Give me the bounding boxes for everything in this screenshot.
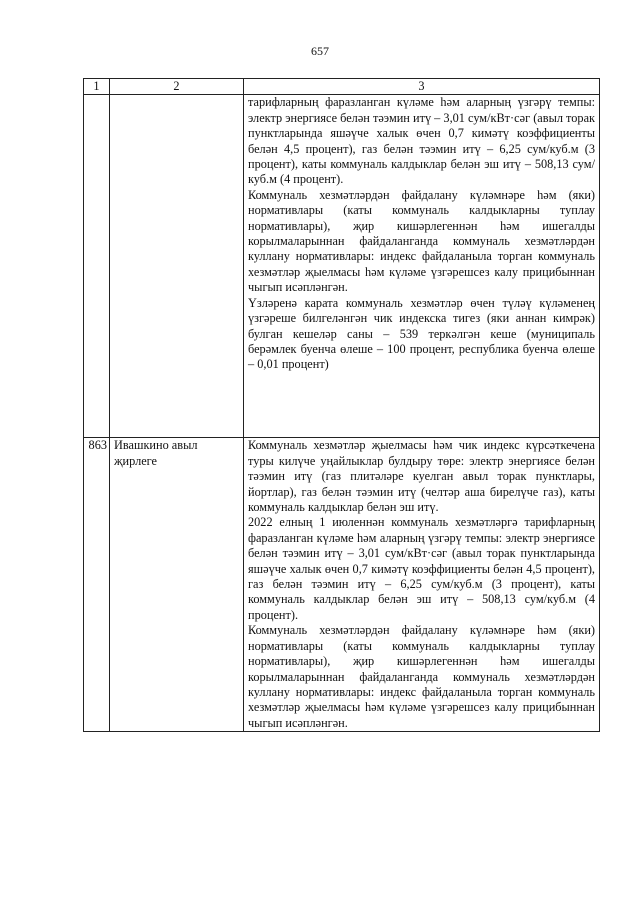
- description-paragraph: Коммуналь хезмәтләрдән файдалану күләмнәре һәм (яки) нормативлары (каты коммуналь калдыкларны туплау нормативлары), җир кишәрлегеннән һәм ишегалды корылмаларыннан файдаланганда коммуналь хезмәтләрдән куллану нормативлары: индекс файдаланыла торган коммуналь хезмәтләр җыелмасы һәм күләме үзгәрешсез калу прицибыннан чыгып исәпләнгән.: [248, 187, 595, 295]
- row-number: 863: [84, 438, 110, 732]
- description-paragraph: Үзләренә карата коммуналь хезмәтләр өчен түләү күләменең үзгәреше билгеләнгән чик индекска тигез (яки аннан кимрәк) булган кешеләр саны – 539 теркәлгән кеше (муниципаль берәмлек буенча өлеше – 100 процент, республика буенча өлеше – 0,01 процент): [248, 295, 595, 372]
- page-number: 657: [311, 44, 329, 58]
- description-cell: [244, 438, 600, 732]
- settlement-name: Ивашкино авыл җирлеге: [110, 438, 244, 732]
- description-paragraph: Коммуналь хезмәтләрдән файдалану күләмнәре һәм (яки) нормативлары (каты коммуналь калдыкларны туплау нормативлары), җир кишәрлегеннән һәм ишегалды корылмаларыннан файдаланганда коммуналь хезмәтләрдән куллану нормативлары: индекс файдаланыла торган коммуналь хезмәтләр җыелмасы һәм күләме үзгәрешсез калу прицибыннан чыгып исәпләнгән.: [248, 623, 595, 730]
- description-paragraph: тарифларның фаразланган күләме һәм аларның үзгәрү темпы: электр энергиясе белән тәэмин итү – 3,01 сум/кВт·сәг (авыл торак пунктларында яшәүче халык өчен 0,7 кимәтү коэффициенты белән 4,5 процент), газ белән тәэмин итү – 6,25 сум/куб.м (3 процент), каты коммуналь калдыклар белән эш итү – 508,13 сум/куб.м (4 процент).: [248, 95, 595, 187]
- description-paragraph: Коммуналь хезмәтләр җыелмасы һәм чик индекс күрсәткечена туры килүче уңайлыклар булдыру төре: электр энергиясе белән тәэмин итү (газ плитәләре куелган авыл торак пунктлары, йортлар), газ белән тәэмин итү (челтәр аша бирелүче газ), каты коммуналь калдыклар белән эш итү.: [248, 438, 595, 515]
- table-header-row: [84, 79, 600, 95]
- description-cell: [244, 95, 600, 438]
- column-header-3: 3: [244, 79, 600, 95]
- column-header-2: 2: [110, 79, 244, 95]
- settlement-name: [110, 95, 244, 438]
- description-paragraph: 2022 елның 1 июленнән коммуналь хезмәтләргә тарифларның фаразланган күләме һәм аларның үзгәрү темпы: электр энергиясе белән тәэмин итү – 3,01 сум/кВт·сәг (авыл торак пунктларында яшәүче халык өчен 0,7 кимәтү коэффициенты белән 4,5 процент), газ белән тәэмин итү – 6,25 сум/куб.м (3 процент), каты коммуналь калдыклар белән эш итү – 508,13 сум/куб.м (4 процент).: [248, 515, 595, 622]
- column-header-1: 1: [84, 79, 110, 95]
- table-row: [84, 95, 600, 438]
- row-number: [84, 95, 110, 438]
- data-table: [83, 78, 600, 732]
- table-row: [84, 438, 600, 732]
